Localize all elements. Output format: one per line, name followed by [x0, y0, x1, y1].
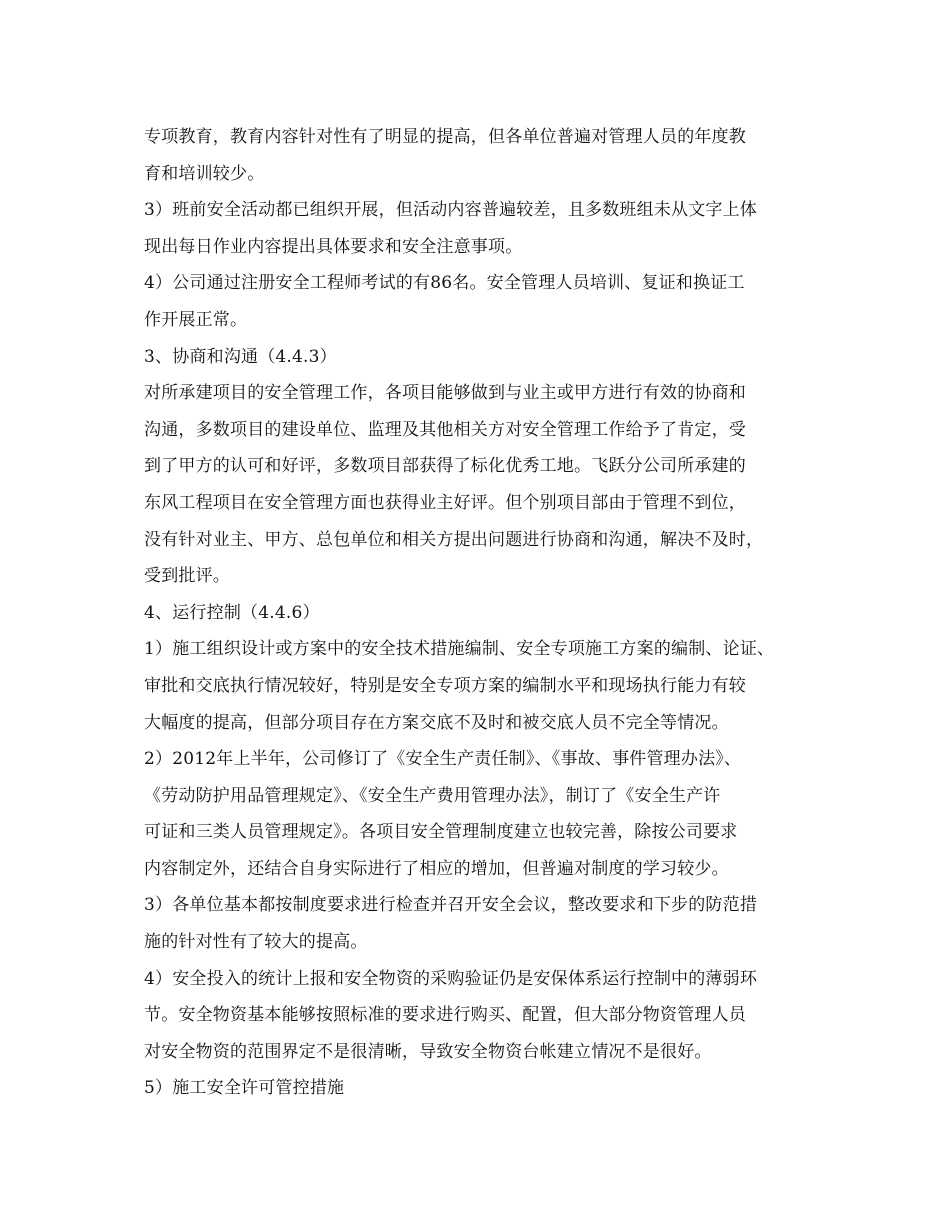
- text-line: 受到批评。: [144, 566, 230, 587]
- body-text: [144, 119, 834, 1107]
- text-line: 1）施工组织设计或方案中的安全技术措施编制、安全专项施工方案的编制、论证、: [144, 639, 775, 660]
- text-line: 育和培训较少。: [144, 163, 265, 184]
- text-line: 2）2012年上半年，公司修订了《安全生产责任制》、《事故、事件管理办法》、: [144, 749, 742, 770]
- text-line: 《劳动防护用品管理规定》、《安全生产费用管理办法》，制订了《安全生产许: [144, 785, 721, 806]
- text-line: 施的针对性有了较大的提高。: [144, 932, 368, 953]
- text-line: 现出每日作业内容提出具体要求和安全注意事项。: [144, 236, 523, 257]
- text-line: 4）公司通过注册安全工程师考试的有86名。安全管理人员培训、复证和换证工: [144, 273, 745, 294]
- text-line: 3）班前安全活动都已组织开展，但活动内容普遍较差，且多数班组未从文字上体: [144, 200, 758, 221]
- section-heading: 3、协商和沟通（4.4.3）: [144, 346, 337, 367]
- text-line: 对所承建项目的安全管理工作，各项目能够做到与业主或甲方进行有效的协商和: [144, 383, 746, 404]
- text-line: 作开展正常。: [144, 309, 248, 330]
- text-line: 没有针对业主、甲方、总包单位和相关方提出问题进行协商和沟通，解决不及时，: [144, 529, 764, 550]
- text-line: 大幅度的提高，但部分项目存在方案交底不及时和被交底人员不完全等情况。: [144, 712, 729, 733]
- text-line: 东风工程项目在安全管理方面也获得业主好评。但个别项目部由于管理不到位，: [144, 492, 746, 513]
- section-heading: 4、运行控制（4.4.6）: [144, 602, 320, 623]
- text-line: 对安全物资的范围界定不是很清晰，导致安全物资台帐建立情况不是很好。: [144, 1041, 712, 1062]
- text-line: 内容制定外，还结合自身实际进行了相应的增加，但普遍对制度的学习较少。: [144, 858, 729, 879]
- text-line: 沟通，多数项目的建设单位、监理及其他相关方对安全管理工作给予了肯定，受: [144, 419, 746, 440]
- text-line: 4）安全投入的统计上报和安全物资的采购验证仍是安保体系运行控制中的薄弱环: [144, 968, 758, 989]
- text-line: 可证和三类人员管理规定》。各项目安全管理制度建立也较完善，除按公司要求: [144, 822, 738, 843]
- text-line: 节。安全物资基本能够按照标准的要求进行购买、配置，但大部分物资管理人员: [144, 1005, 746, 1026]
- text-line: 到了甲方的认可和好评，多数项目部获得了标化优秀工地。飞跃分公司所承建的: [144, 456, 746, 477]
- text-line: 3）各单位基本都按制度要求进行检查并召开安全会议，整改要求和下步的防范措: [144, 895, 758, 916]
- text-line: 专项教育，教育内容针对性有了明显的提高，但各单位普遍对管理人员的年度教: [144, 127, 746, 147]
- text-line: 5）施工安全许可管控措施: [144, 1078, 345, 1099]
- text-line: 审批和交底执行情况较好，特别是安全专项方案的编制水平和现场执行能力有较: [144, 675, 746, 696]
